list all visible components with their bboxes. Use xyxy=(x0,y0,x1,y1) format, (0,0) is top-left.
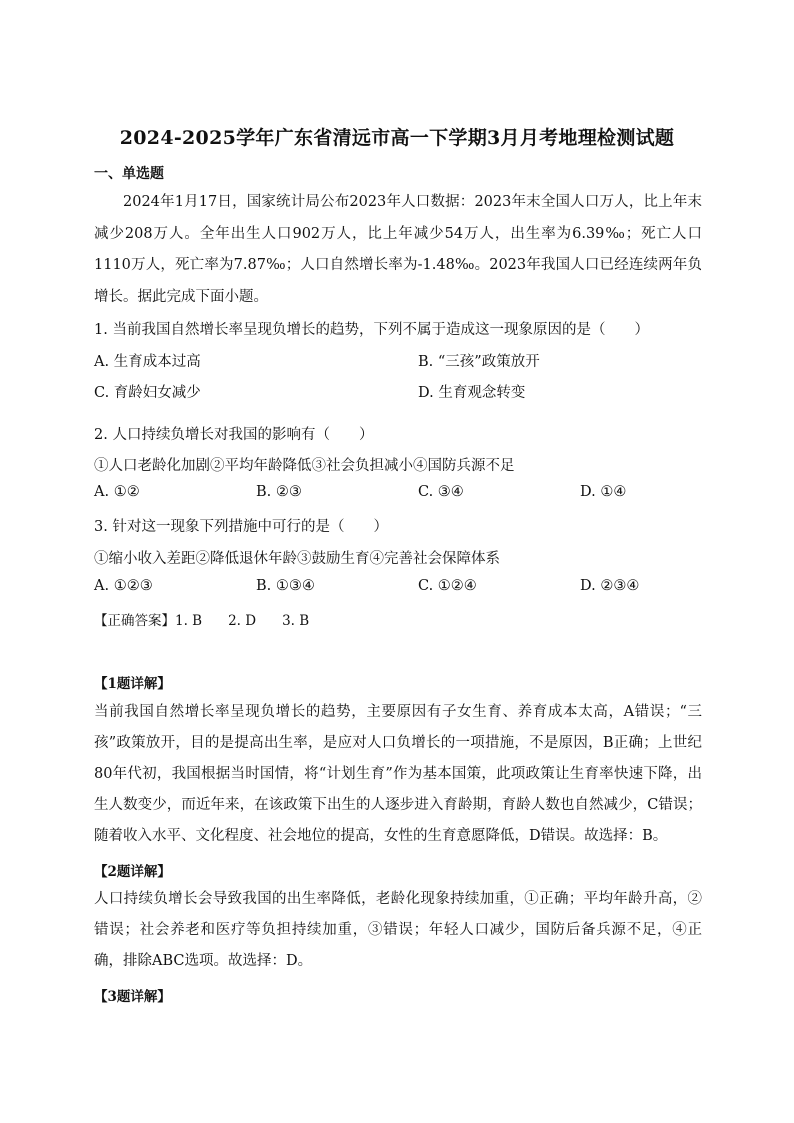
question-3-option-a: A. ①②③ xyxy=(94,578,153,594)
question-2-option-b: B. ②③ xyxy=(256,484,302,500)
question-3-items: ①缩小收入差距②降低退休年龄③鼓励生育④完善社会保障体系 xyxy=(94,551,500,567)
answer-line xyxy=(94,609,335,629)
question-2-option-c: C. ③④ xyxy=(418,484,464,500)
question-2-option-a: A. ①② xyxy=(94,484,140,500)
question-2-items: ①人口老龄化加剧②平均年龄降低③社会负担减小④国防兵源不足 xyxy=(94,458,515,474)
question-1-stem: 1. 当前我国自然增长率呈现负增长的趋势，下列不属于造成这一现象原因的是（ ） xyxy=(94,322,649,338)
question-1-option-a: A. 生育成本过高 xyxy=(94,354,201,370)
answer-2: 2. D xyxy=(228,613,257,629)
question-1-option-c: C. 育龄妇女减少 xyxy=(94,385,201,401)
question-3-option-d: D. ②③④ xyxy=(580,578,640,594)
detail-1-heading: 【1题详解】 xyxy=(94,676,171,692)
page-title: 2024-2025学年广东省清远市高一下学期3月月考地理检测试题 xyxy=(119,127,675,149)
question-2-stem: 2. 人口持续负增长对我国的影响有（ ） xyxy=(94,427,374,443)
question-3-option-b: B. ①③④ xyxy=(256,578,315,594)
detail-2-text: 人口持续负增长会导致我国的出生率降低，老龄化现象持续加重，①正确；平均年龄升高，②错误；社会养老和医疗等负担持续加重，③错误；年轻人口减少，国防后备兵源不足，④正确，排除ABC选项。故选择：D。 xyxy=(94,891,702,969)
detail-3-heading: 【3题详解】 xyxy=(94,989,171,1005)
section-heading: 一、单选题 xyxy=(94,166,164,182)
intro-paragraph: 2024年1月17日，国家统计局公布2023年人口数据：2023年末全国人口万人，比上年末减少208万人。全年出生人口902万人，比上年减少54万人，出生率为6.39‰；死亡人口1110万人，死亡率为7.87‰；人口自然增长率为-1.48‰。2023年我国人口已经连续两年负增长。据此完成下面小题。 xyxy=(94,194,702,305)
question-3-option-c: C. ①②④ xyxy=(418,578,477,594)
question-2-option-d: D. ①④ xyxy=(580,484,627,500)
answer-label: 【正确答案】 xyxy=(94,613,175,629)
question-1-option-d: D. 生育观念转变 xyxy=(418,385,526,401)
question-1-option-b: B. “三孩”政策放开 xyxy=(418,354,540,370)
detail-1-text: 当前我国自然增长率呈现负增长的趋势，主要原因有子女生育、养育成本太高，A错误；“三孩”政策放开，目的是提高出生率，是应对人口负增长的一项措施，不是原因，B正确；上世纪80年代初，我国根据当时国情，将“计划生育”作为基本国策，此项政策让生育率快速下降，出生人数变少，而近年来，在该政策下出生的人逐步进入育龄期，育龄人数也自然减少，C错误；随着收入水平、文化程度、社会地位的提高，女性的生育意愿降低，D错误。故选择：B。 xyxy=(94,704,702,844)
answer-3: 3. B xyxy=(282,613,310,629)
answer-1: 1. B xyxy=(175,613,203,629)
question-3-stem: 3. 针对这一现象下列措施中可行的是（ ） xyxy=(94,519,388,535)
detail-2-heading: 【2题详解】 xyxy=(94,864,171,880)
